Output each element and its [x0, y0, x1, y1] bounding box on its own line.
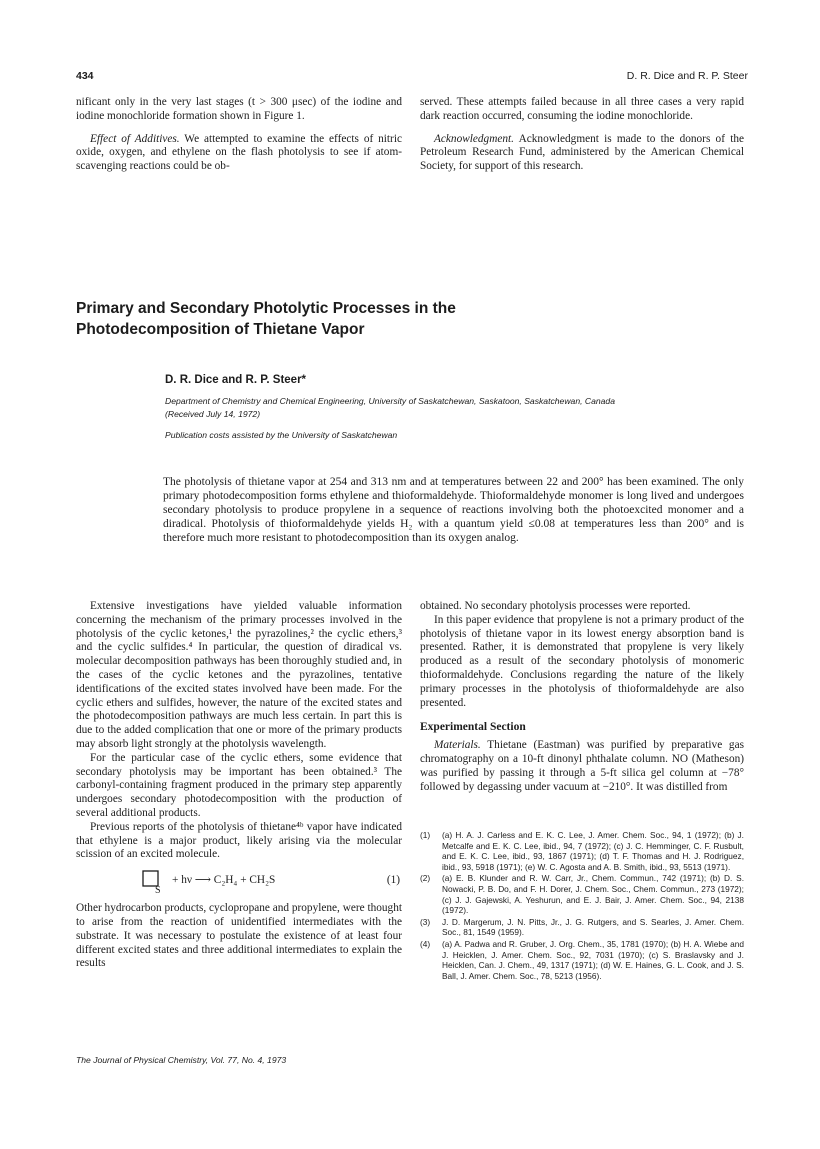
received-date: (Received July 14, 1972) — [165, 409, 261, 419]
title-line: Primary and Secondary Photolytic Processes in the — [76, 300, 456, 317]
run-in-heading: Materials. — [434, 739, 481, 752]
body-paragraph: For the particular case of the cyclic ethers, some evidence that secondary photolysis may be important has been obtained.³ The carbonyl-containing fragment produced in the primary step apparently undergoes secondary photodecomposition with the production of several additional products. — [76, 751, 402, 819]
reference-text: J. D. Margerum, J. N. Pitts, Jr., J. G. Rutgers, and S. Searles, J. Amer. Chem. Soc., 81, 1549 (1959). — [442, 916, 744, 938]
thietane-ring-structure — [140, 868, 166, 894]
reference-text: (a) E. B. Klunder and R. W. Carr, Jr., Chem. Commun., 742 (1971); (b) D. S. Nowacki, P. B. Do, and F. H. Dorer, J. Chem. Soc., Chem. Commun., 273 (1972); (c) J. J. Gajewski, A. Yeshurun, and E. J. Bair, J. Amer. Chem. Soc., 94, 2138 (1972). — [442, 873, 744, 916]
body-paragraph: Extensive investigations have yielded valuable information concerning the mechanism of the primary processes involved in the photolysis of the cyclic ketones,¹ the pyrazolines,² the cyclic ethers,³ and the cyclic sulfides.⁴ In particular, the question of diradical vs. molecular decomposition pathways has been thoroughly studied and, in the cases of the cyclic ketones and the pyrazolines, tentative identifications of the excited states involved have been made. For the cyclic ethers and sulfides, however, the nature of the excited states and the photodecomposition pathways are much less certain. In part this is due to the added complication that one or more of the primary products may absorb light strongly at the photolysis wavelength. — [76, 600, 402, 750]
page-number: 434 — [76, 70, 94, 82]
references — [420, 830, 744, 982]
reference-item — [420, 830, 744, 872]
equation-body — [76, 868, 275, 894]
reference-number: (1) — [420, 830, 431, 840]
section-heading: Experimental Section — [420, 721, 526, 734]
publication-costs: Publication costs assisted by the University of Saskatchewan — [165, 430, 398, 440]
reference-item — [420, 917, 744, 938]
previous-article-left-column — [76, 96, 402, 174]
body-right-column — [420, 600, 744, 794]
title-line: Photodecomposition of Thietane Vapor — [76, 321, 365, 338]
body-paragraph: Previous reports of the photolysis of thietane⁴ᵇ vapor have indicated that ethylene is a major product, likely arising via the molecular scission of an excited molecule. — [76, 820, 402, 861]
previous-article-paragraph: nificant only in the very last stages (t > 300 μsec) of the iodine and iodine monochloride formation shown in Figure 1. — [76, 96, 402, 122]
reference-text: (a) A. Padwa and R. Gruber, J. Org. Chem., 35, 1781 (1970); (b) H. A. Wiebe and J. Heicklen, J. Amer. Chem. Soc., 92, 7031 (1970); (c) S. Braslavsky and J. Heicklen, Can. J. Chem., 49, 1317 (1971); (d) W. E. Haines, G. L. Cook, and J. S. Ball, J. Amer. Chem. Soc., 78, 5213 (1956). — [442, 938, 744, 981]
materials-paragraph — [420, 739, 744, 794]
paragraph-text: We attempted to examine the effects of nitric oxide, oxygen, and ethylene on the flash photolysis to see if atom-scavenging reactions could be ob- — [76, 132, 402, 173]
paragraph-text: Acknowledgment is made to the donors of the Petroleum Research Fund, administered by the American Chemical Society, for support of this research. — [420, 132, 744, 173]
reference-item — [420, 873, 744, 915]
affiliation: Department of Chemistry and Chemical Engineering, University of Saskatchewan, Saskatoon, Saskatchewan, Canada — [165, 396, 615, 406]
reference-item — [420, 939, 744, 981]
previous-article-paragraph: served. These attempts failed because in all three cases a very rapid dark reaction occurred, consuming the iodine monochloride. — [420, 96, 744, 122]
affiliation-block — [165, 395, 765, 421]
ring-atom-label: S — [155, 885, 161, 895]
equation-number: (1) — [386, 874, 400, 887]
reference-text: (a) H. A. J. Carless and E. K. C. Lee, J. Amer. Chem. Soc., 94, 1 (1972); (b) J. Metcalfe and E. K. C. Lee, ibid., 94, 7 (1972); (c) J. C. Hemminger, C. F. Rusbult, and E. K. C. Lee, ibid., 93, 1867 (1971); (d) T. F. Thomas and H. J. Rodriguez, ibid., 93, 5918 (1971); (e) W. C. Agosta and A. B. Smith, ibid., 93, 5513 (1971). — [442, 830, 744, 872]
running-header: D. R. Dice and R. P. Steer — [626, 70, 748, 82]
acknowledgment — [420, 133, 744, 174]
previous-article-paragraph — [76, 133, 402, 174]
abstract: The photolysis of thietane vapor at 254 and 313 nm and at temperatures between 22 and 200° has been examined. The only primary photodecomposition forms ethylene and thioformaldehyde. Thioformaldehyde monomer is long lived and undergoes secondary photolysis to produce propylene in a sequence of reactions involving both the photoexcited monomer and a diradical. Photolysis of thioformaldehyde yields H₂ with a quantum yield ≤0.08 at temperatures less than 200° and is therefore much more resistant to photodecomposition than its oxygen analog. — [163, 476, 744, 544]
reference-number: (3) — [420, 916, 431, 927]
equation-text: + hν ⟶ C₂H₄ + CH₂S — [172, 874, 276, 887]
article-authors: D. R. Dice and R. P. Steer* — [165, 374, 307, 386]
reference-number: (4) — [420, 938, 431, 949]
previous-article-right-column — [420, 96, 744, 174]
reference-number: (2) — [420, 873, 431, 884]
body-left-column — [76, 600, 402, 971]
run-in-heading: Effect of Additives. — [90, 132, 180, 145]
journal-footer: The Journal of Physical Chemistry, Vol. 77, No. 4, 1973 — [76, 1055, 287, 1065]
body-paragraph: Other hydrocarbon products, cyclopropane and propylene, were thought to arise from the reaction of unidentified intermediates with the substrate. It was necessary to postulate the existence of at least four different excited states and three additional intermediates to explain the results — [76, 902, 402, 970]
paragraph-text: Thietane (Eastman) was purified by preparative gas chromatography on a 10-ft dinonyl phthalate column. NO (Matheson) was purified by passing it through a 5-ft silica gel column at −78° followed by degassing under vacuum at −210°. It was distilled from — [420, 739, 744, 793]
article-title — [76, 298, 696, 340]
equation-1 — [76, 868, 402, 894]
body-paragraph: obtained. No secondary photolysis processes were reported. — [420, 600, 691, 612]
run-in-heading: Acknowledgment. — [434, 132, 514, 145]
body-paragraph: In this paper evidence that propylene is not a primary product of the photolysis of thietane vapor in its lowest energy absorption band is presented. Rather, it is demonstrated that propylene is very likely produced as a result of the secondary photolysis of monomeric thioformaldehyde. Conclusions regarding the nature of the likely primary processes in the photolysis of thioformaldehyde are also presented. — [420, 613, 744, 709]
